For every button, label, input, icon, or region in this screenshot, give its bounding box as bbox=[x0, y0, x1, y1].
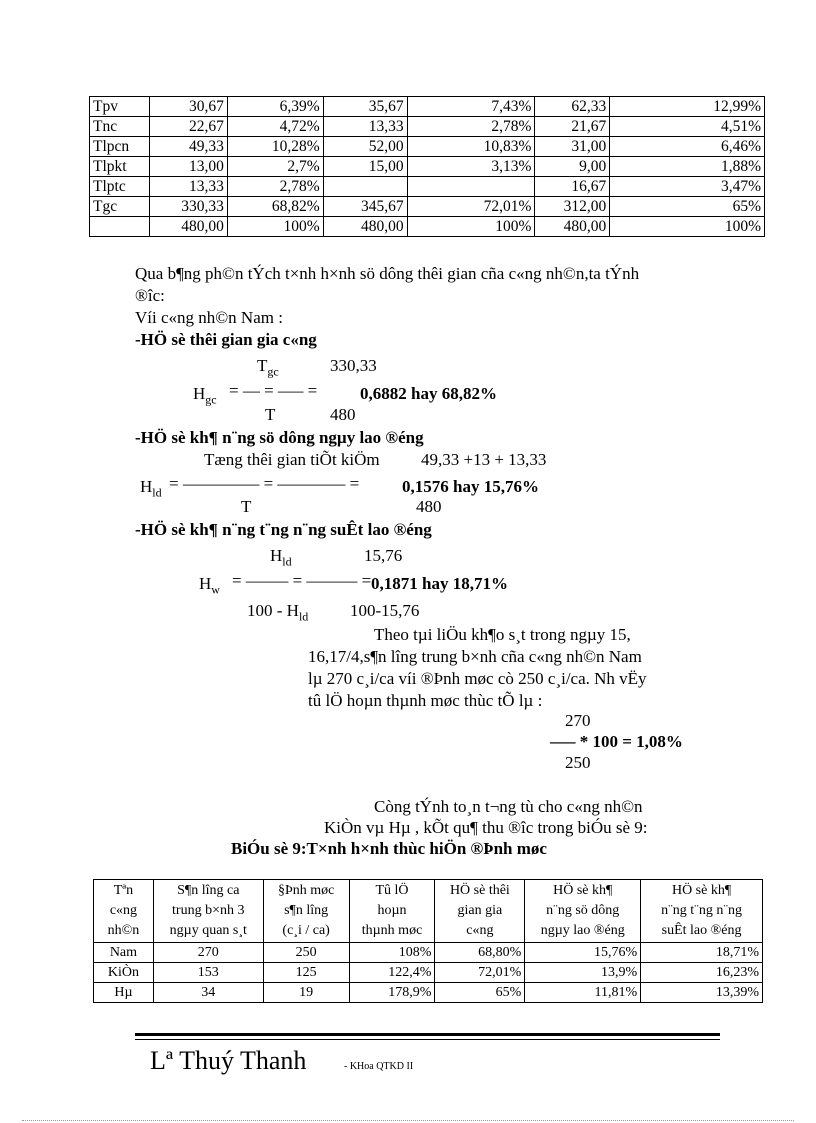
column-header-line: n¨ng sö dông bbox=[546, 903, 620, 918]
value-cell: 6,46% bbox=[610, 137, 765, 157]
column-header bbox=[94, 880, 154, 943]
column-header bbox=[153, 880, 263, 943]
norm-fulfillment-table bbox=[93, 879, 763, 1003]
table-row bbox=[90, 97, 765, 117]
column-header-line: c«ng bbox=[466, 923, 494, 938]
formula3-lhs: $H_w$ bbox=[199, 574, 220, 597]
footer-author: Lª Thuý Thanh bbox=[150, 1046, 307, 1075]
footer-thick-rule bbox=[135, 1033, 720, 1036]
table-row bbox=[90, 217, 765, 237]
worker-name-cell: Nam bbox=[94, 943, 154, 963]
value-cell: 480,00 bbox=[149, 217, 227, 237]
formula3-denominator-symbol: $100 - H_{ld}$ bbox=[247, 601, 309, 624]
column-header-line: ngµy lao ®éng bbox=[540, 923, 625, 938]
page-edge-dotted-line bbox=[22, 1120, 794, 1121]
value-cell: 62,33 bbox=[535, 97, 610, 117]
value-cell: 330,33 bbox=[149, 197, 227, 217]
formula1-lhs: $H_{gc}$ bbox=[193, 384, 217, 407]
row-label-cell: Tgc bbox=[90, 197, 150, 217]
value-cell: 22,67 bbox=[149, 117, 227, 137]
column-header bbox=[641, 880, 763, 943]
table2-title: BiÓu sè 9:T×nh h×nh thùc hiÖn ®Þnh møc bbox=[231, 839, 547, 858]
table-header-row bbox=[94, 880, 763, 943]
row-label-cell: Tnc bbox=[90, 117, 150, 137]
value-cell: 125 bbox=[263, 963, 349, 983]
value-cell: 13,33 bbox=[149, 177, 227, 197]
column-header bbox=[349, 880, 435, 943]
row-label-cell: Tpv bbox=[90, 97, 150, 117]
value-cell: 35,67 bbox=[323, 97, 407, 117]
footer-thin-rule bbox=[135, 1039, 720, 1040]
column-header-line: s¶n lîng bbox=[284, 903, 329, 918]
column-header-line: HÖ sè kh¶ bbox=[553, 883, 613, 898]
value-cell: 72,01% bbox=[435, 963, 525, 983]
table-row bbox=[90, 197, 765, 217]
value-cell: 30,67 bbox=[149, 97, 227, 117]
paragraph2-line-1: Theo tµi liÖu kh¶o s¸t trong ngµy 15, bbox=[374, 625, 631, 644]
footer-department: - KHoa QTKD II bbox=[344, 1061, 414, 1072]
column-header-line: suÊt lao ®éng bbox=[661, 923, 742, 938]
formula2-result: 0,1576 hay 15,76% bbox=[402, 477, 539, 496]
column-header-line: HÖ sè kh¶ bbox=[671, 883, 732, 898]
value-cell: 15,76% bbox=[525, 943, 641, 963]
value-cell: 270 bbox=[153, 943, 263, 963]
value-cell: 2,78% bbox=[227, 177, 323, 197]
paragraph3-line-1: Còng tÝnh to¸n t¬ng tù cho c«ng nh©n bbox=[374, 797, 643, 816]
value-cell: 4,51% bbox=[610, 117, 765, 137]
value-cell: 16,67 bbox=[535, 177, 610, 197]
column-header-line: Tªn bbox=[113, 883, 134, 898]
value-cell: 312,00 bbox=[535, 197, 610, 217]
formula3-numerator-symbol: $H_{ld}$ bbox=[270, 546, 292, 569]
value-cell: 13,00 bbox=[149, 157, 227, 177]
value-cell: 34 bbox=[153, 983, 263, 1003]
value-cell: 13,33 bbox=[323, 117, 407, 137]
formula1-numerator-symbol: $T_{gc}$ bbox=[257, 356, 279, 379]
value-cell: 19 bbox=[263, 983, 349, 1003]
value-cell: 3,47% bbox=[610, 177, 765, 197]
value-cell: 250 bbox=[263, 943, 349, 963]
value-cell: 108% bbox=[349, 943, 435, 963]
value-cell: 2,7% bbox=[227, 157, 323, 177]
column-header bbox=[525, 880, 641, 943]
value-cell: 18,71% bbox=[641, 943, 763, 963]
value-cell: 153 bbox=[153, 963, 263, 983]
value-cell: 16,23% bbox=[641, 963, 763, 983]
column-header-line: HÖ sè thêi bbox=[449, 883, 510, 898]
table-row bbox=[94, 943, 763, 963]
table-row bbox=[94, 963, 763, 983]
row-label-cell: Tlptc bbox=[90, 177, 150, 197]
paragraph2-line-3: lµ 270 c¸i/ca víi ®Þnh møc cò 250 c¸i/ca. Nh vËy bbox=[308, 669, 647, 688]
value-cell: 100% bbox=[227, 217, 323, 237]
table-row bbox=[94, 983, 763, 1003]
value-cell: 178,9% bbox=[349, 983, 435, 1003]
value-cell: 10,83% bbox=[407, 137, 535, 157]
formula2-denominator-value: 480 bbox=[416, 497, 442, 516]
intro-line-2: ®îc: bbox=[135, 286, 165, 305]
paragraph2-line-4: tû lÖ hoµn thµnh møc thùc tÕ lµ : bbox=[308, 691, 543, 710]
heading-productivity-increase: -HÖ sè kh¶ n¨ng t¨ng n¨ng suÊt lao ®éng bbox=[135, 520, 432, 539]
value-cell: 68,80% bbox=[435, 943, 525, 963]
heading-workday-utilization: -HÖ sè kh¶ n¨ng sö dông ngµy lao ®éng bbox=[135, 428, 424, 447]
value-cell: 21,67 bbox=[535, 117, 610, 137]
value-cell: 480,00 bbox=[535, 217, 610, 237]
value-cell: 49,33 bbox=[149, 137, 227, 157]
value-cell: 65% bbox=[610, 197, 765, 217]
value-cell: 480,00 bbox=[323, 217, 407, 237]
heading-processing-time-coefficient: -HÖ sè thêi gian gia c«ng bbox=[135, 330, 317, 349]
row-label-cell bbox=[90, 217, 150, 237]
worker-name-cell: KiÒn bbox=[94, 963, 154, 983]
formula4-denominator: 250 bbox=[565, 753, 591, 772]
column-header-line: thµnh møc bbox=[361, 923, 423, 938]
formula4-numerator: 270 bbox=[565, 711, 591, 730]
value-cell bbox=[407, 177, 535, 197]
value-cell: 122,4% bbox=[349, 963, 435, 983]
formula1-denominator-value: 480 bbox=[330, 405, 356, 424]
formula1-equals: = –– = ––– = bbox=[229, 381, 318, 400]
formula2-equals: = ––––––––– = –––––––– = bbox=[169, 474, 360, 493]
value-cell: 100% bbox=[610, 217, 765, 237]
value-cell: 6,39% bbox=[227, 97, 323, 117]
time-usage-table bbox=[89, 96, 765, 237]
value-cell: 1,88% bbox=[610, 157, 765, 177]
formula1-denominator-symbol: T bbox=[265, 405, 276, 424]
formula1-numerator-value: 330,33 bbox=[330, 356, 377, 375]
formula2-denominator-symbol: T bbox=[241, 497, 252, 516]
column-header-line: Tû lÖ bbox=[375, 883, 409, 898]
value-cell: 10,28% bbox=[227, 137, 323, 157]
formula4-expression: ––– * 100 = 1,08% bbox=[550, 732, 683, 751]
value-cell bbox=[323, 177, 407, 197]
table-row bbox=[90, 117, 765, 137]
worker-name-cell: Hµ bbox=[94, 983, 154, 1003]
table-row bbox=[90, 137, 765, 157]
column-header-line: n¨ng t¨ng n¨ng bbox=[661, 903, 743, 918]
value-cell: 7,43% bbox=[407, 97, 535, 117]
table-row bbox=[90, 177, 765, 197]
column-header-line: S¶n lîng ca bbox=[177, 883, 240, 898]
paragraph3-line-2: KiÒn vµ Hµ , kÕt qu¶ thu ®îc trong biÓu sè 9: bbox=[324, 818, 648, 837]
column-header-line: trung b×nh 3 bbox=[172, 903, 245, 918]
row-label-cell: Tlpkt bbox=[90, 157, 150, 177]
column-header-line: ngµy quan s¸t bbox=[169, 923, 247, 938]
value-cell: 13,39% bbox=[641, 983, 763, 1003]
column-header-line: hoµn bbox=[377, 903, 407, 918]
column-header-line: nh©n bbox=[107, 923, 140, 938]
value-cell: 13,9% bbox=[525, 963, 641, 983]
paragraph2-line-2: 16,17/4,s¶n lîng trung b×nh cña c«ng nh©n Nam bbox=[308, 647, 642, 666]
value-cell: 15,00 bbox=[323, 157, 407, 177]
value-cell: 100% bbox=[407, 217, 535, 237]
value-cell: 65% bbox=[435, 983, 525, 1003]
value-cell: 12,99% bbox=[610, 97, 765, 117]
value-cell: 4,72% bbox=[227, 117, 323, 137]
column-header-line: (c¸i / ca) bbox=[282, 923, 330, 938]
formula3-denominator-value: 100-15,76 bbox=[350, 601, 420, 620]
formula3-equals: = ––––– = –––––– = bbox=[232, 571, 372, 590]
column-header-line: §Þnh møc bbox=[277, 883, 335, 898]
formula2-lhs: $H_{ld}$ bbox=[140, 477, 162, 500]
column-header-line: c«ng bbox=[109, 903, 138, 918]
intro-line-1: Qua b¶ng ph©n tÝch t×nh h×nh sö dông thêi gian cña c«ng nh©n,ta tÝnh bbox=[135, 264, 640, 283]
formula3-numerator-value: 15,76 bbox=[364, 546, 403, 565]
column-header bbox=[263, 880, 349, 943]
value-cell: 11,81% bbox=[525, 983, 641, 1003]
value-cell: 52,00 bbox=[323, 137, 407, 157]
formula2-numerator-value: 49,33 +13 + 13,33 bbox=[421, 450, 547, 469]
value-cell: 72,01% bbox=[407, 197, 535, 217]
with-worker-line: Víi c«ng nh©n Nam : bbox=[135, 308, 283, 327]
formula2-numerator-text: Tæng thêi gian tiÕt kiÖm bbox=[204, 450, 380, 469]
value-cell: 3,13% bbox=[407, 157, 535, 177]
column-header bbox=[435, 880, 525, 943]
value-cell: 2,78% bbox=[407, 117, 535, 137]
table-row bbox=[90, 157, 765, 177]
value-cell: 31,00 bbox=[535, 137, 610, 157]
value-cell: 68,82% bbox=[227, 197, 323, 217]
column-header-line: gian gia bbox=[457, 903, 503, 918]
value-cell: 345,67 bbox=[323, 197, 407, 217]
formula1-result: 0,6882 hay 68,82% bbox=[360, 384, 497, 403]
value-cell: 9,00 bbox=[535, 157, 610, 177]
formula3-result: 0,1871 hay 18,71% bbox=[371, 574, 508, 593]
row-label-cell: Tlpcn bbox=[90, 137, 150, 157]
